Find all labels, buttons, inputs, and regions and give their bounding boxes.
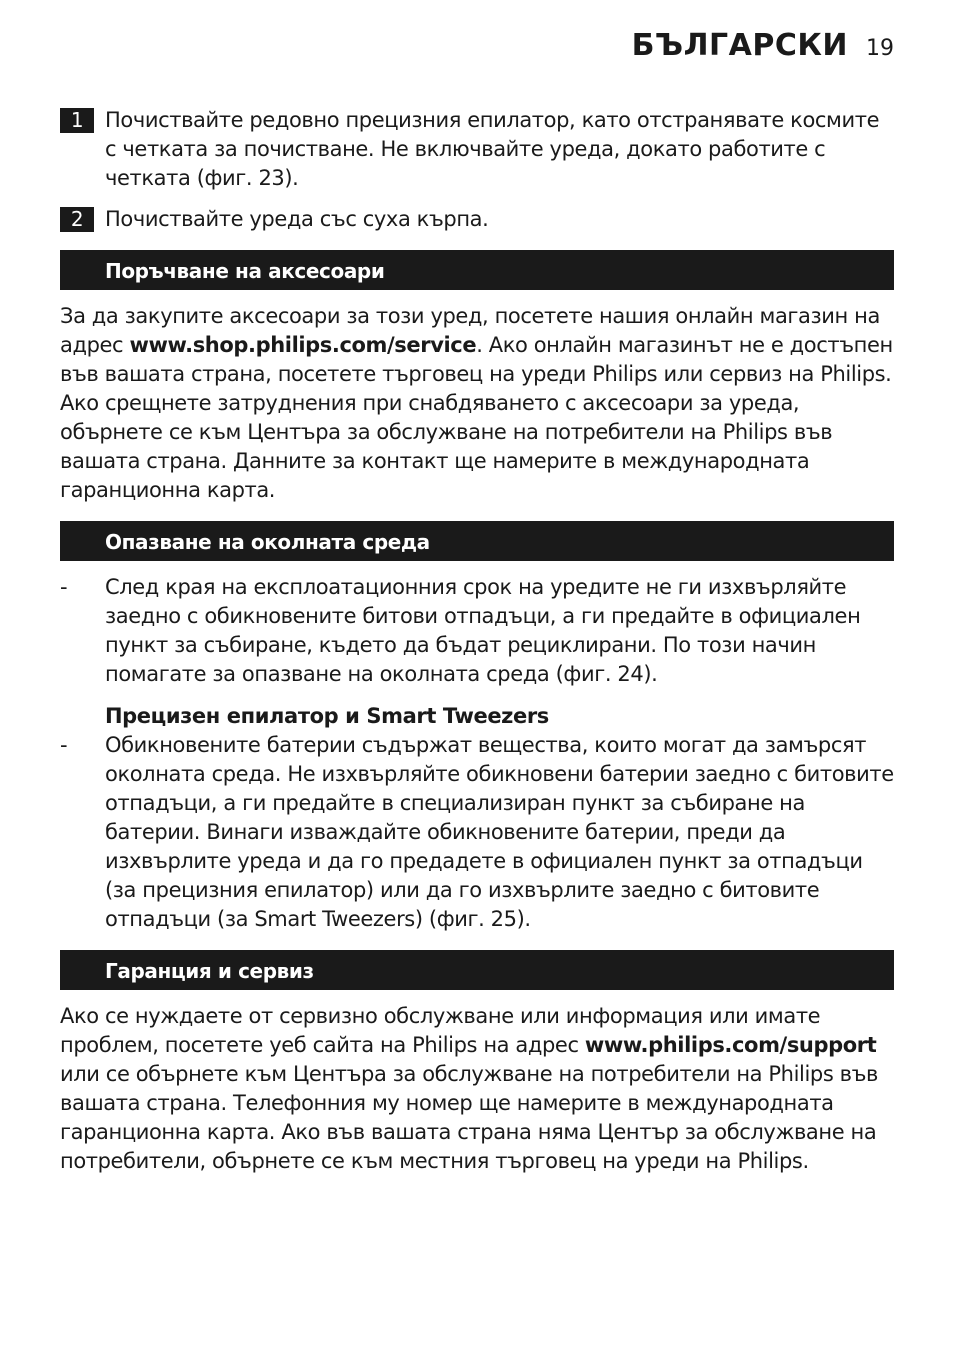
bullet-item <box>60 573 894 689</box>
bullet-text: След края на експлоатационния срок на уредите не ги изхвърляйте заедно с обикновените битови отпадъци, а ги предайте в официален пункт за събиране, където да бъдат рециклирани. По този начин помагате за опазване на околната среда (фиг. 24). <box>105 575 861 686</box>
support-link[interactable]: www.philips.com/support <box>584 1033 877 1057</box>
guarantee-paragraph <box>60 1002 894 1176</box>
page-content <box>60 106 894 1176</box>
section-heading-environment: Опазване на околната среда <box>60 521 894 561</box>
bullet-dash: - <box>60 733 68 757</box>
step-2 <box>60 205 894 234</box>
step-number-badge: 2 <box>60 207 94 232</box>
page-language: БЪЛГАРСКИ <box>631 28 848 63</box>
guarantee-text-start: Ако се нуждаете от сервизно обслужване или информация или имате проблем, посетете уеб сайта на Philips на адрес <box>60 1004 821 1057</box>
guarantee-text-end: или се обърнете към Центъра за обслужване на потребители на Philips във вашата страна. Телефонния му номер ще намерите в международната гаранционна карта. Ако във вашата страна няма Център за обслужване на потребители, обърнете се към местния търговец на уреди на Philips. <box>60 1062 879 1173</box>
accessories-paragraph <box>60 302 894 505</box>
step-number-badge: 1 <box>60 108 94 133</box>
accessories-text-start: За да закупите аксесоари за този уред, посетете нашия онлайн магазин на адрес <box>60 304 880 357</box>
accessories-text-end: . Ако онлайн магазинът не е достъпен във вашата страна, посетете търговец на уреди Philips или сервиз на Philips. Ако срещнете затруднения при снабдяването с аксесоари за уреда, обърнете се към Центъра за обслужване на потребители на Philips във вашата страна. Данните за контакт ще намерите в международната гаранционна карта. <box>60 333 893 502</box>
page-number: 19 <box>866 36 894 61</box>
step-text: Почиствайте редовно прецизния епилатор, като отстранявате космите с четката за почистване. Не включвайте уреда, докато работите с четката (фиг. 23). <box>105 108 880 190</box>
page-header <box>632 28 894 63</box>
section-heading-guarantee: Гаранция и сервиз <box>60 950 894 990</box>
subheading-batteries: Прецизен епилатор и Smart Tweezers <box>105 704 549 728</box>
bullet-text: Обикновените батерии съдържат вещества, които могат да замърсят околната среда. Не изхвърляйте обикновени батерии заедно с битовите отпадъци, а ги предайте в специализиран пункт за събиране на батерии. Винаги изваждайте обикновените батерии, преди да изхвърлите уреда и да го предадете в официален пункт за отпадъци (за прецизния епилатор) или да го изхвърлите заедно с битовите отпадъци (за Smart Tweezers) (фиг. 25). <box>105 733 894 931</box>
bullet-item <box>60 731 894 934</box>
shop-link[interactable]: www.shop.philips.com/service <box>129 333 477 357</box>
step-text: Почиствайте уреда със суха кърпа. <box>105 207 489 231</box>
bullet-dash: - <box>60 575 68 599</box>
step-1 <box>60 106 894 193</box>
section-heading-accessories: Поръчване на аксесоари <box>60 250 894 290</box>
